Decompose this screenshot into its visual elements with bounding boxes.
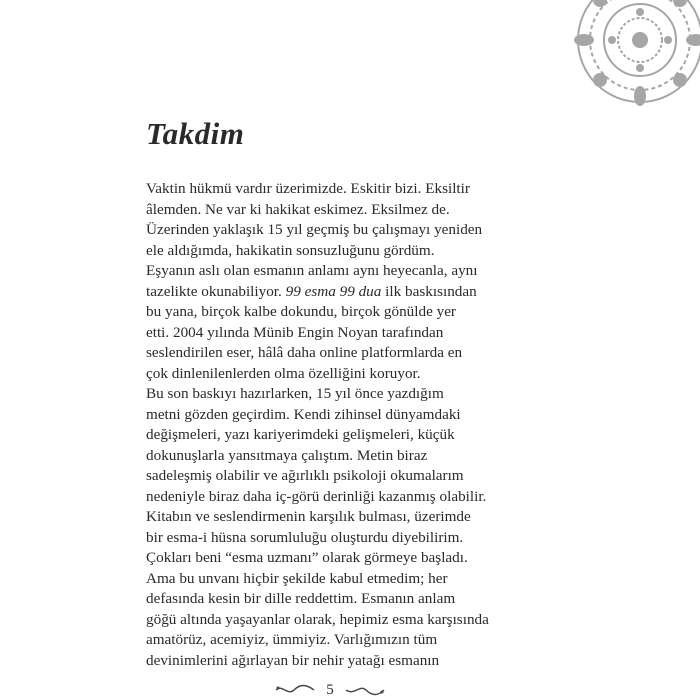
chapter-title: Takdim [146, 116, 245, 151]
text-segment: tazelikte okunabiliyor. [146, 282, 286, 300]
text-line: âlemden. Ne var ki hakikat eskimez. Eksilmez de. [146, 200, 450, 218]
text-segment: ilk baskısından [381, 282, 477, 300]
page-footer [270, 680, 390, 700]
text-line: etti. 2004 yılında Münib Engin Noyan tarafından [146, 323, 444, 341]
page-number: 5 [326, 681, 334, 698]
text-line: Çokları beni “esma uzmanı” olarak görmeye başladı. [146, 549, 468, 566]
text-line: çok dinlenilenlerden olma özelliğini koruyor. [146, 364, 421, 382]
text-line: seslendirilen eser, hâlâ daha online platformlarda en [146, 344, 463, 361]
text-line: sadeleşmiş olabilir ve ağırlıklı psikoloji okumalarım [146, 467, 464, 484]
text-line: Kitabın ve seslendirmenin karşılık bulması, üzerimde [146, 508, 471, 525]
text-line: dokunuşlarla yansıtmaya çalıştım. Metin biraz [146, 446, 428, 464]
text-line [146, 282, 558, 303]
text-line: defasında kesin bir dille reddettim. Esmanın anlam [146, 590, 456, 607]
text-line: Bu son baskıyı hazırlarken, 15 yıl önce yazdığım [146, 385, 444, 402]
text-line: amatörüz, acemiyiz, ümmiyiz. Varlığımızın tüm [146, 631, 438, 648]
text-line: bir esma-i hüsna sorumluluğu oluşturdu diyebilirim. [146, 528, 464, 546]
book-title-italic: 99 esma 99 dua [285, 282, 382, 300]
body-paragraph [146, 179, 558, 671]
text-line: ele aldığımda, hakikatin sonsuzluğunu gördüm. [146, 241, 435, 259]
text-line: devinimlerini ağırlayan bir nehir yatağı esmanın [146, 651, 440, 669]
text-line: Vaktin hükmü vardır üzerimizde. Eskitir bizi. Eksiltir [146, 180, 470, 197]
text-line: bu yana, birçok kalbe dokundu, birçok gönülde yer [146, 303, 456, 320]
text-line: nedeniyle biraz daha iç-görü derinliği kazanmış olabilir. [146, 487, 487, 505]
right-flourish-icon [344, 683, 386, 697]
text-line: Eşyanın aslı olan esmanın anlamı aynı heyecanla, aynı [146, 262, 478, 279]
text-line: metni gözden geçirdim. Kendi zihinsel dünyamdaki [146, 405, 461, 423]
text-line: Ama bu unvanı hiçbir şekilde kabul etmedim; her [146, 569, 448, 587]
text-line: değişmeleri, yazı kariyerimdeki gelişmeleri, küçük [146, 426, 455, 443]
text-line: göğü altında yaşayanlar olarak, hepimiz esma karşısında [146, 610, 489, 628]
floral-ornament-icon [570, 0, 700, 110]
text-line: Üzerinden yaklaşık 15 yıl geçmiş bu çalışmayı yeniden [146, 221, 483, 238]
left-flourish-icon [274, 683, 316, 697]
